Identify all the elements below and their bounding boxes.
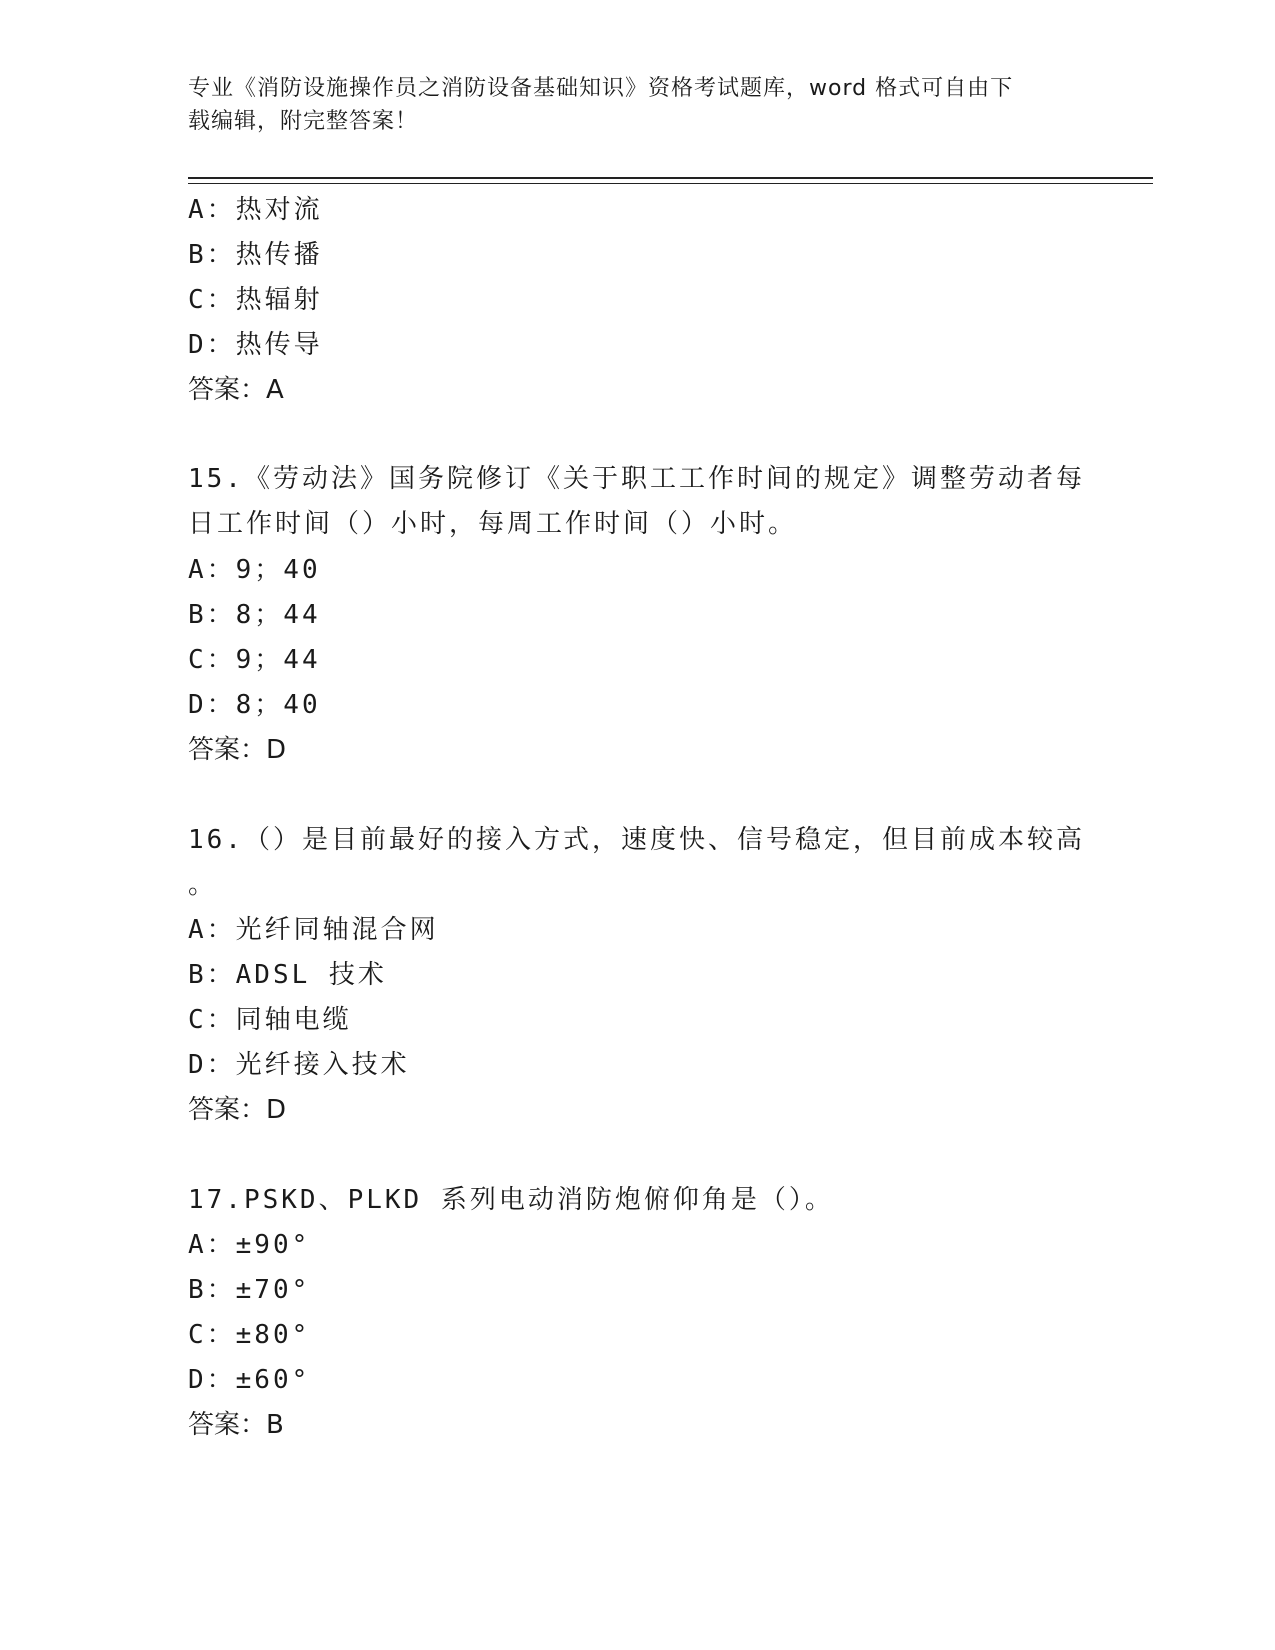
q16-option-a: A：光纤同轴混合网 bbox=[188, 915, 439, 945]
q17-option-b: B：±70° bbox=[188, 1275, 311, 1305]
q17-option-a: A：±90° bbox=[188, 1230, 311, 1260]
q16-question-line-1: 16.（）是目前最好的接入方式，速度快、信号稳定，但目前成本较高 bbox=[188, 825, 1085, 855]
header-line-2: 载编辑，附完整答案！ bbox=[188, 109, 419, 134]
q16-question-line-2: 。 bbox=[188, 870, 218, 900]
q15-option-a: A：9；40 bbox=[188, 555, 321, 585]
header-line-1: 专业《消防设施操作员之消防设备基础知识》资格考试题库，word 格式可自由下 bbox=[188, 76, 1014, 101]
q16-option-d: D：光纤接入技术 bbox=[188, 1050, 410, 1080]
document-header bbox=[188, 72, 1088, 138]
q17-answer: 答案：B bbox=[188, 1410, 284, 1440]
q15-question-line-1: 15.《劳动法》国务院修订《关于职工工作时间的规定》调整劳动者每 bbox=[188, 464, 1085, 494]
q16-option-c: C：同轴电缆 bbox=[188, 1005, 352, 1035]
q14-option-c: C：热辐射 bbox=[188, 285, 323, 315]
q17-option-d: D：±60° bbox=[188, 1365, 311, 1395]
q14-option-d: D：热传导 bbox=[188, 330, 323, 360]
q15-option-c: C：9；44 bbox=[188, 645, 321, 675]
q15-answer: 答案：D bbox=[188, 735, 287, 765]
q15-option-b: B：8；44 bbox=[188, 600, 321, 630]
q14-option-b: B：热传播 bbox=[188, 240, 323, 270]
header-rule-thin bbox=[188, 183, 1153, 184]
q14-option-a: A：热对流 bbox=[188, 195, 323, 225]
q15-option-d: D：8；40 bbox=[188, 690, 321, 720]
q14-answer: 答案：A bbox=[188, 375, 284, 405]
q17-question-line-1: 17.PSKD、PLKD 系列电动消防炮俯仰角是（）。 bbox=[188, 1185, 834, 1215]
header-rule-thick bbox=[188, 177, 1153, 179]
q15-question-line-2: 日工作时间（）小时，每周工作时间（）小时。 bbox=[188, 509, 798, 539]
q16-option-b: B：ADSL 技术 bbox=[188, 960, 387, 990]
q16-answer: 答案：D bbox=[188, 1095, 287, 1125]
q17-option-c: C：±80° bbox=[188, 1320, 311, 1350]
